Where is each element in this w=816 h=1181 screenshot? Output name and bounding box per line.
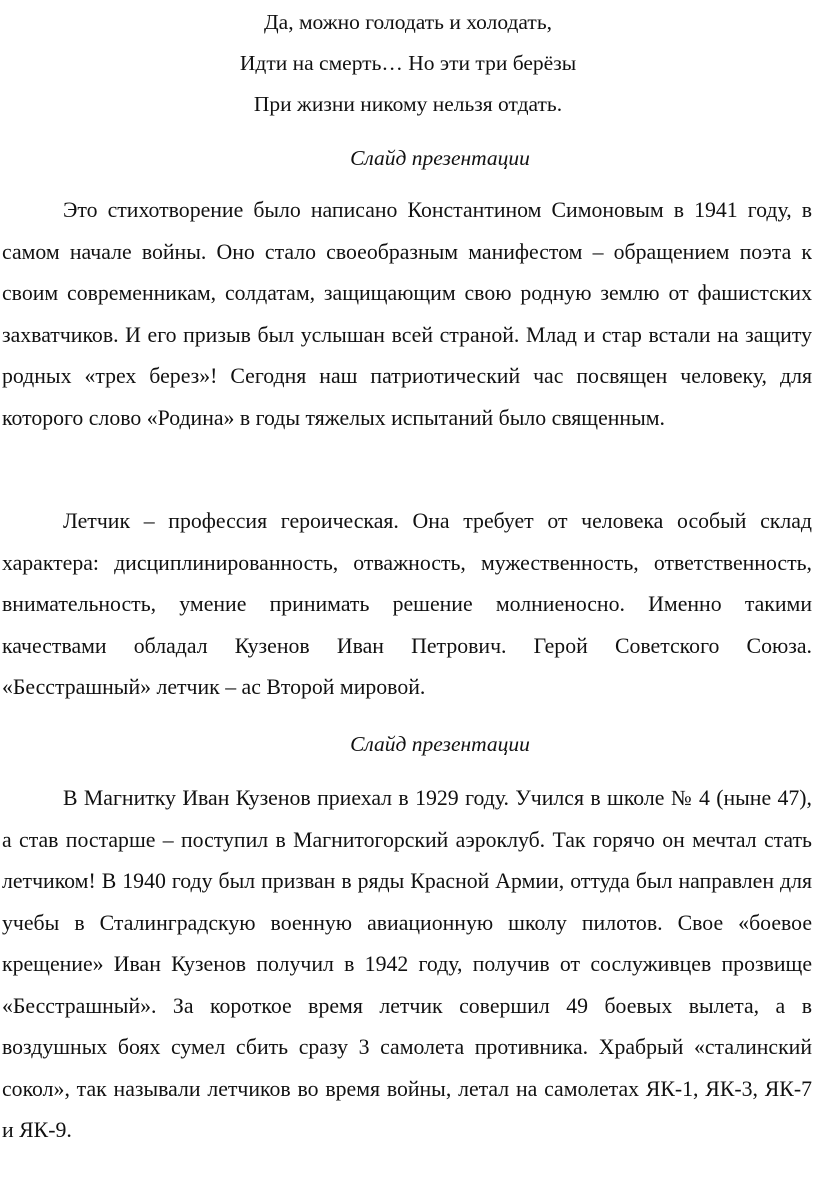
poem-line-3: При жизни никому нельзя отдать.	[253, 92, 563, 116]
poem-stanza	[0, 2, 816, 125]
paragraph-pilot-profession: Летчик – профессия героическая. Она требует от человека особый склад характера: дисциплинированность, отважность, мужественность, ответственность, внимательность, умение принимать решение молниеносно. Именно такими качествами обладал Кузенов Иван Петрович. Герой Советского Союза. «Бесстрашный» летчик – ас Второй мировой.	[2, 509, 812, 699]
slide-caption-1: Слайд презентации	[350, 146, 530, 170]
paragraph-biography: В Магнитку Иван Кузенов приехал в 1929 году. Учился в школе № 4 (ныне 47), а став постарше – поступил в Магнитогорский аэроклуб. Так горячо он мечтал стать летчиком! В 1940 году был призван в ряды Красной Армии, оттуда был направлен для учебы в Сталинградскую военную авиационную школу пилотов. Свое «боевое крещение» Иван Кузенов получил в 1942 году, получив от сослуживцев прозвище «Бесстрашный». За короткое время летчик совершил 49 боевых вылета, а в воздушных боях сумел сбить сразу 3 самолета противника. Храбрый «сталинский сокол», так называли летчиков во время войны, летал на самолетах ЯК-1, ЯК-3, ЯК-7 и ЯК-9.	[2, 786, 812, 1142]
slide-caption-2: Слайд презентации	[350, 732, 530, 756]
paragraph-intro: Это стихотворение было написано Константином Симоновым в 1941 году, в самом начале войны. Оно стало своеобразным манифестом – обращением поэта к своим современникам, солдатам, защищающим свою родную землю от фашистских захватчиков. И его призыв был услышан всей страной. Млад и стар встали на защиту родных «трех берез»! Сегодня наш патриотический час посвящен человеку, для которого слово «Родина» в годы тяжелых испытаний было священным.	[2, 198, 812, 430]
poem-line-2: Идти на смерть… Но эти три берёзы	[239, 51, 577, 75]
poem-line-1: Да, можно голодать и холодать,	[263, 10, 552, 34]
